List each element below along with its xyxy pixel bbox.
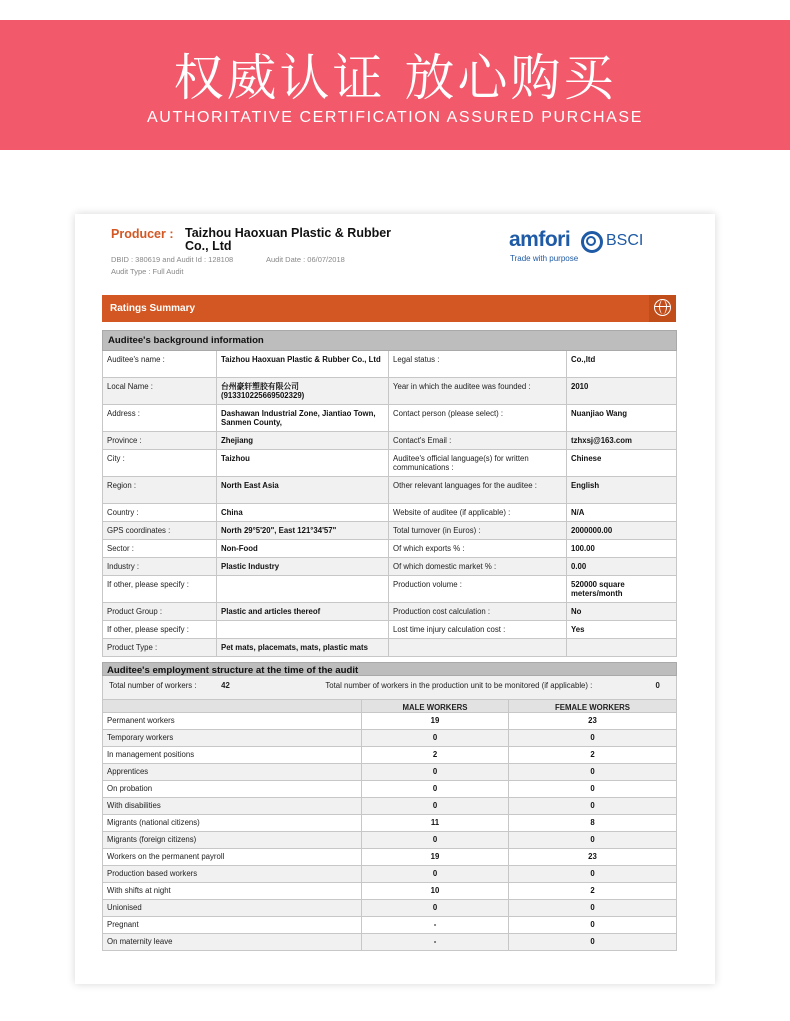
- banner: [0, 20, 790, 150]
- male-count: 0: [362, 900, 509, 917]
- background-label: Total turnover (in Euros) :: [389, 522, 567, 540]
- background-value: Co.,ltd: [567, 351, 677, 378]
- background-label: Product Group :: [103, 603, 217, 621]
- employment-row-label: Temporary workers: [103, 730, 362, 747]
- employment-row: [103, 730, 677, 747]
- female-count: 23: [509, 849, 677, 866]
- banner-title-en: AUTHORITATIVE CERTIFICATION ASSURED PURCHASE: [147, 109, 643, 126]
- background-value: Taizhou Haoxuan Plastic & Rubber Co., Ltd: [217, 351, 389, 378]
- female-count: 8: [509, 815, 677, 832]
- background-row: [103, 450, 677, 477]
- background-label: Lost time injury calculation cost :: [389, 621, 567, 639]
- globe-button: [649, 295, 676, 322]
- background-section-header: [103, 331, 677, 351]
- background-row: [103, 522, 677, 540]
- female-count: 0: [509, 900, 677, 917]
- ratings-summary-bar: [102, 295, 676, 322]
- background-label: GPS coordinates :: [103, 522, 217, 540]
- background-row: [103, 639, 677, 657]
- background-value: [217, 621, 389, 639]
- employment-blank-header: [103, 700, 362, 713]
- background-label: Website of auditee (if applicable) :: [389, 504, 567, 522]
- background-label: Sector :: [103, 540, 217, 558]
- total-workers-label: Total number of workers :: [109, 681, 197, 690]
- background-label: If other, please specify :: [103, 621, 217, 639]
- total-workers-row: [103, 676, 677, 700]
- background-info-table: [102, 330, 677, 657]
- logo-ring-inner-icon: [586, 236, 596, 246]
- female-workers-header: FEMALE WORKERS: [509, 700, 677, 713]
- banner-title-cn: 权威认证 放心购买: [173, 49, 617, 107]
- background-value: 2000000.00: [567, 522, 677, 540]
- background-value: [217, 576, 389, 603]
- background-label: Year in which the auditee was founded :: [389, 378, 567, 405]
- employment-row: [103, 764, 677, 781]
- background-label: Contact's Email :: [389, 432, 567, 450]
- employment-row-label: Unionised: [103, 900, 362, 917]
- background-value: tzhxsj@163.com: [567, 432, 677, 450]
- background-value: 台州豪轩塑胶有限公司 (913310225669502329): [217, 378, 389, 405]
- background-value: Yes: [567, 621, 677, 639]
- employment-section-header: [103, 663, 677, 676]
- background-label: Province :: [103, 432, 217, 450]
- background-value: North East Asia: [217, 477, 389, 504]
- background-label: Other relevant languages for the auditee :: [389, 477, 567, 504]
- background-section-title: Auditee's background information: [103, 331, 677, 351]
- male-count: 0: [362, 866, 509, 883]
- background-label: Address :: [103, 405, 217, 432]
- background-row: [103, 504, 677, 522]
- employment-row-label: With disabilities: [103, 798, 362, 815]
- female-count: 0: [509, 798, 677, 815]
- female-count: 0: [509, 781, 677, 798]
- background-value: Taizhou: [217, 450, 389, 477]
- background-value: Chinese: [567, 450, 677, 477]
- producer-label: Producer :: [111, 227, 174, 241]
- female-count: 0: [509, 866, 677, 883]
- background-value: China: [217, 504, 389, 522]
- male-count: -: [362, 934, 509, 951]
- male-count: 0: [362, 764, 509, 781]
- employment-row-label: Production based workers: [103, 866, 362, 883]
- male-count: 11: [362, 815, 509, 832]
- employment-row-label: In management positions: [103, 747, 362, 764]
- ratings-summary-label: Ratings Summary: [110, 303, 196, 314]
- male-count: -: [362, 917, 509, 934]
- employment-row-label: Workers on the permanent payroll: [103, 849, 362, 866]
- logo-suffix: BSCI: [606, 232, 644, 249]
- dbid-text: DBID : 380619 and Audit Id : 128108: [111, 255, 234, 264]
- background-value: 100.00: [567, 540, 677, 558]
- background-value: 2010: [567, 378, 677, 405]
- employment-row-label: Apprentices: [103, 764, 362, 781]
- male-count: 19: [362, 849, 509, 866]
- employment-row: [103, 815, 677, 832]
- background-value: [567, 639, 677, 657]
- employment-column-header: [103, 700, 677, 713]
- logo-tagline: Trade with purpose: [510, 254, 579, 263]
- employment-row-label: On maternity leave: [103, 934, 362, 951]
- employment-row: [103, 900, 677, 917]
- background-row: [103, 405, 677, 432]
- employment-row: [103, 832, 677, 849]
- background-label: Of which exports % :: [389, 540, 567, 558]
- background-row: [103, 477, 677, 504]
- female-count: 0: [509, 832, 677, 849]
- background-value: N/A: [567, 504, 677, 522]
- background-row: [103, 432, 677, 450]
- audit-type-text: Audit Type : Full Audit: [111, 267, 184, 276]
- audit-date-text: Audit Date : 06/07/2018: [266, 255, 345, 264]
- audit-document-card: [75, 214, 715, 984]
- employment-row: [103, 798, 677, 815]
- background-label: Product Type :: [103, 639, 217, 657]
- background-value: 520000 square meters/month: [567, 576, 677, 603]
- amfori-bsci-logo: [509, 228, 669, 276]
- background-label: Auditee's name :: [103, 351, 217, 378]
- background-value: Zhejiang: [217, 432, 389, 450]
- female-count: 0: [509, 917, 677, 934]
- background-row: [103, 540, 677, 558]
- background-value: Dashawan Industrial Zone, Jiantiao Town, Sanmen County,: [217, 405, 389, 432]
- background-value: 0.00: [567, 558, 677, 576]
- background-label: Of which domestic market % :: [389, 558, 567, 576]
- background-value: Non-Food: [217, 540, 389, 558]
- logo-brand: amfori: [509, 228, 571, 251]
- background-row: [103, 603, 677, 621]
- employment-row-label: Permanent workers: [103, 713, 362, 730]
- background-value: English: [567, 477, 677, 504]
- background-value: Pet mats, placemats, mats, plastic mats: [217, 639, 389, 657]
- female-count: 2: [509, 747, 677, 764]
- employment-row: [103, 849, 677, 866]
- producer-name: Taizhou Haoxuan Plastic & Rubber Co., Ltd: [185, 226, 392, 253]
- employment-row-label: On probation: [103, 781, 362, 798]
- employment-row: [103, 917, 677, 934]
- female-count: 0: [509, 730, 677, 747]
- background-label: Production volume :: [389, 576, 567, 603]
- employment-row: [103, 781, 677, 798]
- background-label: Production cost calculation :: [389, 603, 567, 621]
- background-label: Industry :: [103, 558, 217, 576]
- male-count: 0: [362, 832, 509, 849]
- background-row: [103, 576, 677, 603]
- background-value: Plastic and articles thereof: [217, 603, 389, 621]
- audit-document: [75, 214, 715, 984]
- background-label: Legal status :: [389, 351, 567, 378]
- male-count: 10: [362, 883, 509, 900]
- background-label: Country :: [103, 504, 217, 522]
- female-count: 2: [509, 883, 677, 900]
- female-count: 0: [509, 934, 677, 951]
- background-value: North 29°5'20", East 121°34'57": [217, 522, 389, 540]
- employment-row-label: With shifts at night: [103, 883, 362, 900]
- total-workers-value: 42: [221, 681, 230, 690]
- background-label: Contact person (please select) :: [389, 405, 567, 432]
- employment-row: [103, 747, 677, 764]
- male-count: 0: [362, 730, 509, 747]
- background-label: City :: [103, 450, 217, 477]
- employment-section-title: Auditee's employment structure at the time of the audit: [103, 663, 677, 676]
- female-count: 0: [509, 764, 677, 781]
- male-count: 19: [362, 713, 509, 730]
- employment-row-label: Migrants (foreign citizens): [103, 832, 362, 849]
- employment-row-label: Pregnant: [103, 917, 362, 934]
- background-value: Plastic Industry: [217, 558, 389, 576]
- employment-row: [103, 713, 677, 730]
- background-label: Local Name :: [103, 378, 217, 405]
- background-label: [389, 639, 567, 657]
- background-row: [103, 558, 677, 576]
- employment-row: [103, 866, 677, 883]
- globe-icon: [654, 299, 671, 316]
- employment-row: [103, 883, 677, 900]
- male-workers-header: MALE WORKERS: [362, 700, 509, 713]
- male-count: 0: [362, 798, 509, 815]
- background-row: [103, 378, 677, 405]
- monitored-workers-label: Total number of workers in the production unit to be monitored (if applicable) :: [325, 681, 593, 690]
- monitored-workers-value: 0: [655, 681, 660, 690]
- background-row: [103, 621, 677, 639]
- background-value: Nuanjiao Wang: [567, 405, 677, 432]
- background-row: [103, 351, 677, 378]
- background-value: No: [567, 603, 677, 621]
- background-label: Region :: [103, 477, 217, 504]
- employment-row-label: Migrants (national citizens): [103, 815, 362, 832]
- background-label: If other, please specify :: [103, 576, 217, 603]
- female-count: 23: [509, 713, 677, 730]
- male-count: 0: [362, 781, 509, 798]
- male-count: 2: [362, 747, 509, 764]
- background-label: Auditee's official language(s) for written communications :: [389, 450, 567, 477]
- employment-row: [103, 934, 677, 951]
- employment-table: [102, 662, 677, 951]
